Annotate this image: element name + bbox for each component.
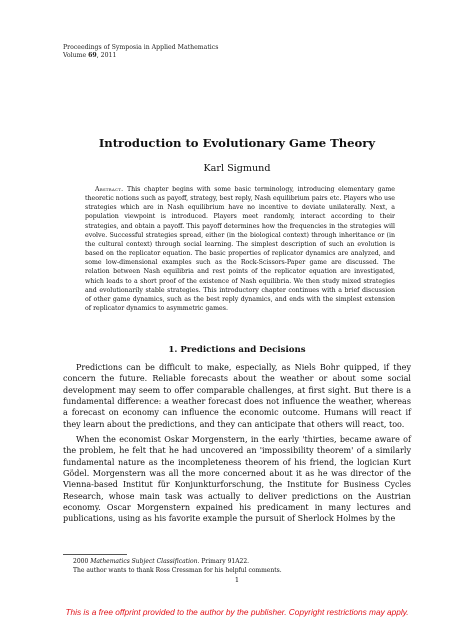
series-name: Proceedings of Symposia in Applied Mathematics bbox=[63, 44, 219, 51]
classification-footnote bbox=[63, 558, 411, 567]
classification-label: Mathematics Subject Classification. bbox=[90, 558, 200, 565]
running-header bbox=[63, 44, 218, 59]
classification-prefix: 2000 bbox=[73, 558, 91, 565]
abstract-label: Abstract. bbox=[95, 186, 124, 193]
classification-value: Primary 91A22. bbox=[199, 558, 250, 565]
footnote-rule bbox=[63, 554, 127, 555]
offprint-notice: This is a free offprint provided to the author by the publisher. Copyright restrictions may apply. bbox=[65, 607, 409, 617]
body-paragraph: Predictions can be difficult to make, especially, as Niels Bohr quipped, if they concern the future. Reliable forecasts about the weather or about some social development may seem to offer comparable challenges, at first sight. But there is a fundamental difference: a weather forecast does not influence the weather, whereas a forecast on economy can influence the economic outcome. Humans will react if they learn about the predictions, and they can anticipate that others will react, too. bbox=[63, 363, 411, 429]
volume-line bbox=[63, 52, 218, 60]
volume-label: Volume bbox=[63, 51, 87, 59]
footnotes bbox=[63, 558, 411, 575]
section-title: 1. Predictions and Decisions bbox=[168, 345, 306, 355]
section-body bbox=[63, 362, 411, 529]
volume-number: 69 bbox=[88, 51, 97, 59]
volume-year: , 2011 bbox=[96, 51, 117, 59]
article-title: Introduction to Evolutionary Game Theory bbox=[98, 136, 376, 150]
abstract-text: This chapter begins with some basic terminology, introducing elementary game theoretic notions such as payoff, strategy, best reply, Nash equilibrium pairs etc. Players who use strategies which are in Nash equilibrium have no incentive to deviate unilaterally. Next, a population viewpoint is introduced. Players meet randomly, interact according to their strategies, and obtain a payoff. This payoff determines how the frequencies in the strategies will evolve. Successful strategies spread, either (in the biological context) through inheritance or (in the cultural context) through social learning. The simplest description of such an evolution is based on the replicator equation. The basic properties of replicator dynamics are analyzed, and some low-dimensional examples such as the Rock-Scissors-Paper game are discussed. The relation between Nash equilibria and rest points of the replicator equation are investigated, which leads to a short proof of the existence of Nash equilibria. We then study mixed strategies and evolutionarily stable strategies. This introductory chapter continues with a brief discussion of other game dynamics, such as the best reply dynamics, and ends with the simplest extension of replicator dynamics to asymmetric games. bbox=[85, 186, 395, 313]
author-name: Karl Sigmund bbox=[203, 163, 271, 174]
abstract bbox=[85, 185, 395, 313]
thanks-footnote: The author wants to thank Ross Cressman for his helpful comments. bbox=[73, 566, 282, 574]
body-paragraph: When the economist Oskar Morgenstern, in the early 'thirties, became aware of the problem, he felt that he had uncovered an 'impossibility theorem' of a similarly fundamental nature as the incompleteness theorem of his friend, the logician Kurt Gödel. Morgenstern was all the more concerned about it as he was director of the Vienna-based Institut für Konjunkturforschung, the Institute for Business Cycles Research, whose main task was actually to deliver predictions on the Austrian economy. Oscar Morgenstern expained his predicament in many lectures and publications, using as his favorite example the pursuit of Sherlock Holmes by the bbox=[63, 435, 411, 524]
page-number: 1 bbox=[234, 576, 240, 584]
